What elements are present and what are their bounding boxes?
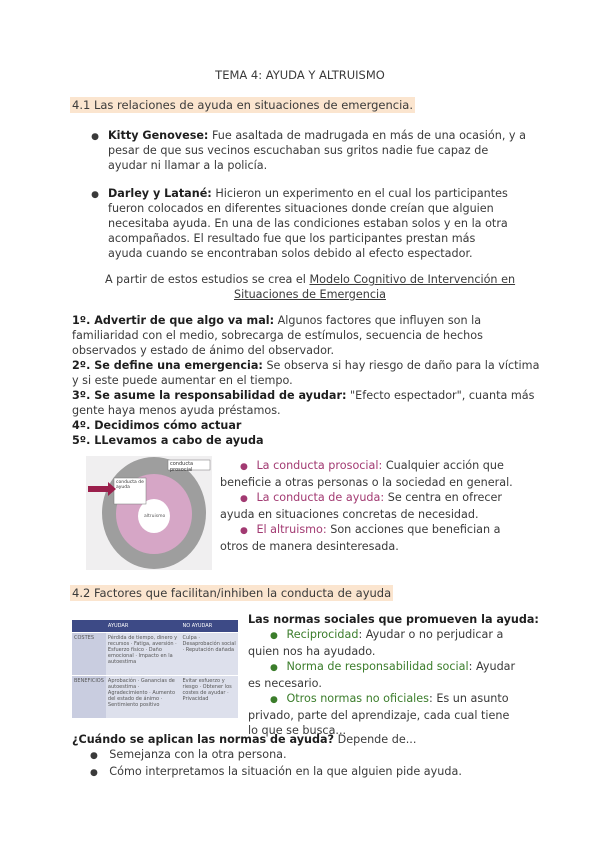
def-prosocial-line: Cualquier acción que (382, 459, 504, 472)
bullet-icon: ● (90, 751, 110, 761)
bullet-icon: ● (240, 462, 257, 472)
def-altruismo-term: El altruismo: (256, 523, 327, 536)
bullet-icon: ● (270, 663, 287, 673)
step-2-label: 2º. Se define una emergencia: (72, 359, 263, 372)
def-prosocial-line: beneficie a otras personas o la sociedad en general. (220, 476, 513, 489)
model-name-1: Modelo Cognitivo de Intervención en (309, 273, 516, 286)
model-intro (60, 272, 560, 302)
norm-responsabilidad-term: Norma de responsabilidad social (286, 660, 469, 673)
diagram-label-middle: conducta de ayuda (116, 480, 144, 490)
step-1-line: familiaridad con el medio, sobrecarga de estímulos, secuencia de hechos (72, 329, 483, 342)
def-altruismo-line: Son acciones que benefician a (326, 523, 501, 536)
darley-name: Darley y Latané: (108, 187, 212, 200)
page-title: TEMA 4: AYUDA Y ALTRUISMO (215, 68, 385, 82)
darley-line: fueron colocados en diferentes situaciones donde creían que alguien (108, 202, 494, 215)
section-heading-1-text: 4.1 Las relaciones de ayuda en situaciones de emergencia. (72, 98, 413, 112)
norm-reciprocidad-line: : Ayudar o no perjudicar a (358, 628, 504, 641)
question-bold: ¿Cuándo se aplican las normas de ayuda? (72, 733, 335, 746)
model-intro-prefix: A partir de estos estudios se crea el (104, 273, 310, 286)
section-heading-1 (70, 98, 415, 112)
table-cell: Culpa · Desaprobación social · Reputación dañada (181, 633, 238, 676)
model-steps (72, 313, 542, 448)
table-row (72, 633, 238, 676)
bullet-icon: ● (270, 631, 287, 641)
darley-line: necesitaba ayuda. En una de las condiciones estaban solos y en la otra (108, 217, 508, 230)
question-bullet: Cómo interpretamos la situación en la que alguien pide ayuda. (109, 765, 462, 778)
def-altruismo-line: otros de manera desinteresada. (220, 540, 399, 553)
definitions (220, 458, 550, 554)
def-ayuda-term: La conducta de ayuda: (256, 491, 385, 504)
step-3-line: "Efecto espectador", cuanta más (346, 389, 535, 402)
bullet-icon: ● (91, 132, 99, 142)
step-1-line: observados y estado de ánimo del observador. (72, 344, 335, 357)
question-bullet: Semejanza con la otra persona. (109, 748, 287, 761)
norm-reciprocidad-line: quien nos ha ayudado. (248, 645, 376, 658)
table-header: NO AYUDAR (181, 620, 238, 633)
kitty-line: pesar de que sus vecinos escuchaban sus gritos nadie fue capaz de (108, 144, 489, 157)
table-row (72, 676, 238, 718)
table-cell: Pérdida de tiempo, dinero y recursos · Fatiga, aversión · Esfuerzo físico · Daño emocional · Impacto en la autoestima (106, 633, 181, 676)
bullet-icon: ● (91, 190, 99, 200)
step-5-label: 5º. LLevamos a cabo de ayuda (72, 434, 264, 447)
diagram-label-outer: conducta prosocial (170, 461, 194, 473)
diagram-label-inner: altruismo (144, 514, 166, 519)
kitty-line: ayudar ni llamar a la policía. (108, 159, 268, 172)
step-4-label: 4º. Decidimos cómo actuar (72, 419, 242, 432)
bullet-icon: ● (240, 526, 257, 536)
step-1-line: Algunos factores que influyen son la (274, 314, 482, 327)
bullet-icon: ● (90, 768, 110, 778)
step-2-line: Se observa si hay riesgo de daño para la víctima (262, 359, 540, 372)
norm-otras-term: Otros normas no oficiales (286, 692, 430, 705)
table-header (72, 620, 106, 633)
costs-benefits-table (72, 620, 238, 718)
question-rest: Depende de... (334, 733, 417, 746)
bullet-icon: ● (240, 494, 257, 504)
table-cell: Evitar esfuerzo y riesgo · Obtener los costes de ayudar · Privacidad (181, 676, 238, 718)
bullet-kitty (108, 128, 548, 173)
darley-line: Hicieron un experimento en el cual los participantes (211, 187, 508, 200)
step-3-label: 3º. Se asume la responsabilidad de ayudar: (72, 389, 347, 402)
table-header: AYUDAR (106, 620, 181, 633)
social-norms (248, 612, 548, 738)
table-cell: COSTES (72, 633, 106, 676)
darley-line: ayuda cuando se encontraban solos debido al efecto espectador. (108, 247, 473, 260)
norm-otras-line: privado, parte del aprendizaje, cada cual tiene (248, 709, 510, 722)
norm-responsabilidad-line: : Ayudar (468, 660, 516, 673)
norm-responsabilidad-line: es necesario. (248, 677, 322, 690)
section-heading-2-text: 4.2 Factores que facilitan/inhiben la conducta de ayuda (72, 586, 392, 600)
norms-title: Las normas sociales que promueven la ayuda: (248, 613, 539, 626)
concentric-diagram (86, 456, 212, 570)
norms-question (72, 732, 552, 781)
table-cell: BENEFICIOS (72, 676, 106, 718)
norm-otras-line: : Es un asunto (429, 692, 509, 705)
norm-reciprocidad-term: Reciprocidad (286, 628, 359, 641)
def-ayuda-line: ayuda en situaciones concretas de necesidad. (220, 508, 479, 521)
norm-otras-line: lo que se busca... (248, 724, 347, 737)
step-3-line: gente haya menos ayuda préstamos. (72, 404, 281, 417)
kitty-name: Kitty Genovese: (108, 129, 209, 142)
kitty-line: Fue asaltada de madrugada en más de una ocasión, y a (208, 129, 526, 142)
step-1-label: 1º. Advertir de que algo va mal: (72, 314, 275, 327)
step-2-line: y si este puede aumentar en el tiempo. (72, 374, 293, 387)
costs-benefits-grid (72, 620, 238, 718)
def-prosocial-term: La conducta prosocial: (256, 459, 383, 472)
concentric-diagram-svg (86, 456, 212, 570)
section-heading-2 (70, 586, 393, 600)
bullet-icon: ● (270, 695, 287, 705)
def-ayuda-line: Se centra en ofrecer (384, 491, 502, 504)
table-cell: Aprobación · Ganancias de autoestima · Agradecimiento · Aumento del estado de ánimo · Sentimiento positivo (106, 676, 181, 718)
bullet-darley (108, 186, 548, 261)
model-name-2: Situaciones de Emergencia (234, 288, 386, 301)
darley-line: acompañados. El resultado fue que los participantes prestan más (108, 232, 476, 245)
